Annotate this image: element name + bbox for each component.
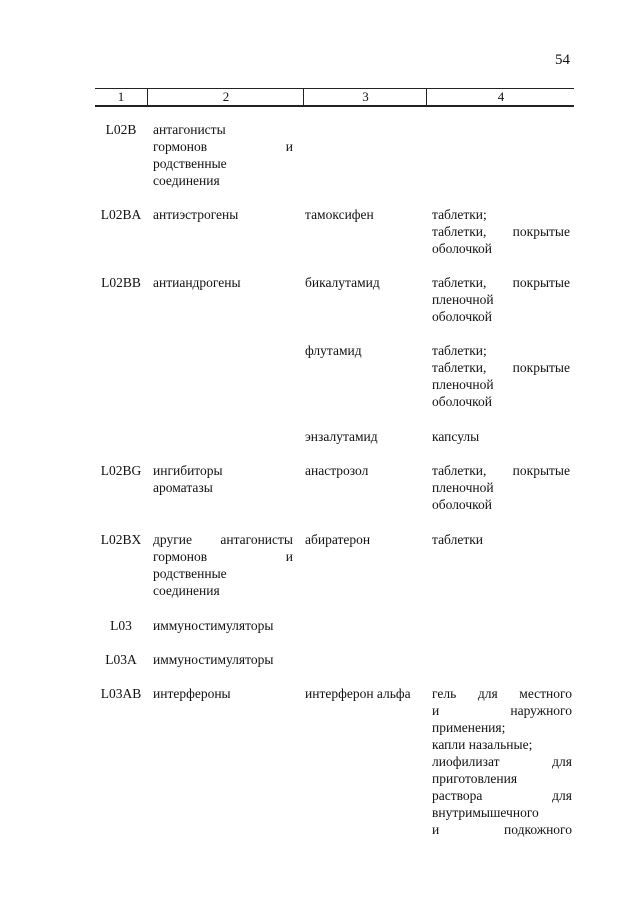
- text-line: гель для местного: [432, 686, 572, 701]
- text-line: внутримышечного: [432, 805, 539, 820]
- text-line: соединения: [153, 173, 220, 188]
- text-line: гормонов и: [153, 549, 293, 564]
- header-col-3: 3: [303, 89, 427, 105]
- header-col-1: 1: [117, 89, 125, 104]
- text-line: таблетки, покрытые: [432, 224, 570, 239]
- table-header-row: [95, 88, 574, 107]
- text-line: лиофилизат для: [432, 754, 572, 769]
- text-line: таблетки, покрытые: [432, 360, 570, 375]
- drug-name: абиратерон: [305, 532, 371, 547]
- group-name: [153, 462, 293, 496]
- drug-name: энзалутамид: [305, 429, 378, 444]
- group-name: иммуностимуляторы: [153, 652, 274, 667]
- text-line: раствора для: [432, 788, 572, 803]
- text-line: и подкожного: [432, 822, 572, 837]
- text-line: оболочкой: [432, 241, 492, 256]
- text-line: оболочкой: [432, 497, 492, 512]
- group-name: антиандрогены: [153, 275, 241, 290]
- text-line: и наружного: [432, 703, 572, 718]
- text-line: пленочной: [432, 292, 494, 307]
- page-number: 54: [555, 52, 570, 68]
- header-col-2: 2: [147, 89, 304, 105]
- atc-code: L02BG: [100, 463, 142, 478]
- text-line: родственные: [153, 156, 227, 171]
- drug-name: интерферон альфа: [305, 686, 411, 701]
- text-line: таблетки, покрытые: [432, 463, 570, 478]
- text-line: таблетки;: [432, 343, 487, 358]
- atc-code: L03AB: [100, 686, 142, 701]
- drug-name: тамоксифен: [305, 207, 374, 222]
- group-name: иммуностимуляторы: [153, 618, 274, 633]
- text-line: соединения: [153, 583, 220, 598]
- drug-name: анастрозол: [305, 463, 369, 478]
- text-line: оболочкой: [432, 309, 492, 324]
- atc-code: L03A: [105, 652, 137, 667]
- text-line: ароматазы: [153, 480, 213, 495]
- group-name: [153, 121, 293, 189]
- header-col-4: 4: [426, 89, 575, 105]
- text-line: ингибиторы: [153, 463, 223, 478]
- text-line: оболочкой: [432, 394, 492, 409]
- group-name: интерфероны: [153, 686, 231, 701]
- drug-name: бикалутамид: [305, 275, 380, 290]
- group-name: [153, 531, 293, 599]
- text-line: пленочной: [432, 480, 494, 495]
- dosage-form: [432, 342, 570, 410]
- text-line: родственные: [153, 566, 227, 581]
- dosage-form: [432, 206, 570, 257]
- dosage-form: [432, 462, 570, 513]
- atc-code: L02B: [105, 122, 137, 137]
- dosage-form: капсулы: [432, 429, 480, 444]
- group-name: антиэстрогены: [153, 207, 239, 222]
- atc-code: L03: [110, 618, 132, 633]
- dosage-form: таблетки: [432, 532, 484, 547]
- text-line: таблетки;: [432, 207, 487, 222]
- text-line: пленочной: [432, 377, 494, 392]
- drug-name: флутамид: [305, 343, 362, 358]
- text-line: другие антагонисты: [153, 532, 293, 547]
- text-line: гормонов и: [153, 139, 293, 154]
- text-line: антагонисты: [153, 122, 226, 137]
- dosage-form: [432, 685, 572, 838]
- text-line: таблетки, покрытые: [432, 275, 570, 290]
- atc-code: L02BB: [101, 275, 141, 290]
- dosage-form: [432, 274, 570, 325]
- atc-code: L02BX: [100, 532, 142, 547]
- text-line: применения;: [432, 720, 506, 735]
- text-line: капли назальные;: [432, 737, 533, 752]
- atc-code: L02BA: [100, 207, 142, 222]
- text-line: приготовления: [432, 771, 518, 786]
